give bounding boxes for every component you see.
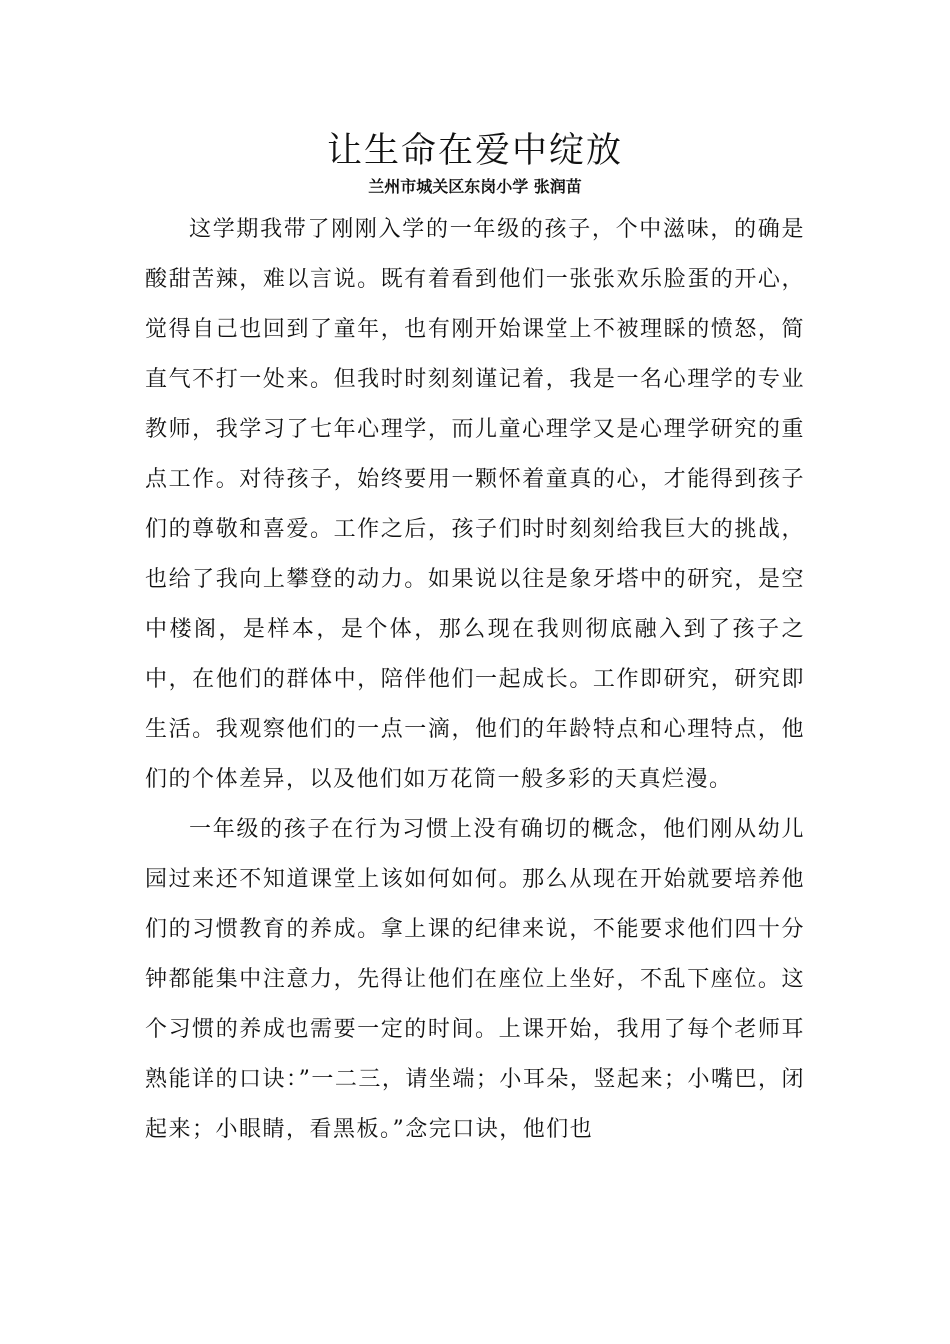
paragraph-1: 这学期我带了刚刚入学的一年级的孩子，个中滋味，的确是酸甜苦辣，难以言说。既有着看到他们一张张欢乐脸蛋的开心，觉得自己也回到了童年，也有刚开始课堂上不被理睬的愤怒，简直气不打一处来。但我时时刻刻谨记着，我是一名心理学的专业教师，我学习了七年心理学，而儿童心理学又是心理学研究的重点工作。对待孩子，始终要用一颗怀着童真的心，才能得到孩子们的尊敬和喜爱。工作之后，孩子们时时刻刻给我巨大的挑战，也给了我向上攀登的动力。如果说以往是象牙塔中的研究，是空中楼阁，是样本，是个体，那么现在我则彻底融入到了孩子之中，在他们的群体中，陪伴他们一起成长。工作即研究，研究即生活。我观察他们的一点一滴，他们的年龄特点和心理特点，他们的个体差异，以及他们如万花筒一般多彩的天真烂漫。 xyxy=(145,217,805,792)
paragraph-2: 一年级的孩子在行为习惯上没有确切的概念，他们刚从幼儿园过来还不知道课堂上该如何如何。那么从现在开始就要培养他们的习惯教育的养成。拿上课的纪律来说，不能要求他们四十分钟都能集中注意力，先得让他们在座位上坐好，不乱下座位。这个习惯的养成也需要一定的时间。上课开始，我用了每个老师耳熟能详的口诀：”一二三，请坐端；小耳朵，竖起来；小嘴巴，闭起来；小眼睛，看黑板。”念完口诀，他们也 xyxy=(145,817,805,1142)
author-byline: 兰州市城关区东岗小学 张润苗 xyxy=(368,177,582,196)
document-body xyxy=(145,205,805,1155)
document-title: 让生命在爱中绽放 xyxy=(326,131,623,171)
